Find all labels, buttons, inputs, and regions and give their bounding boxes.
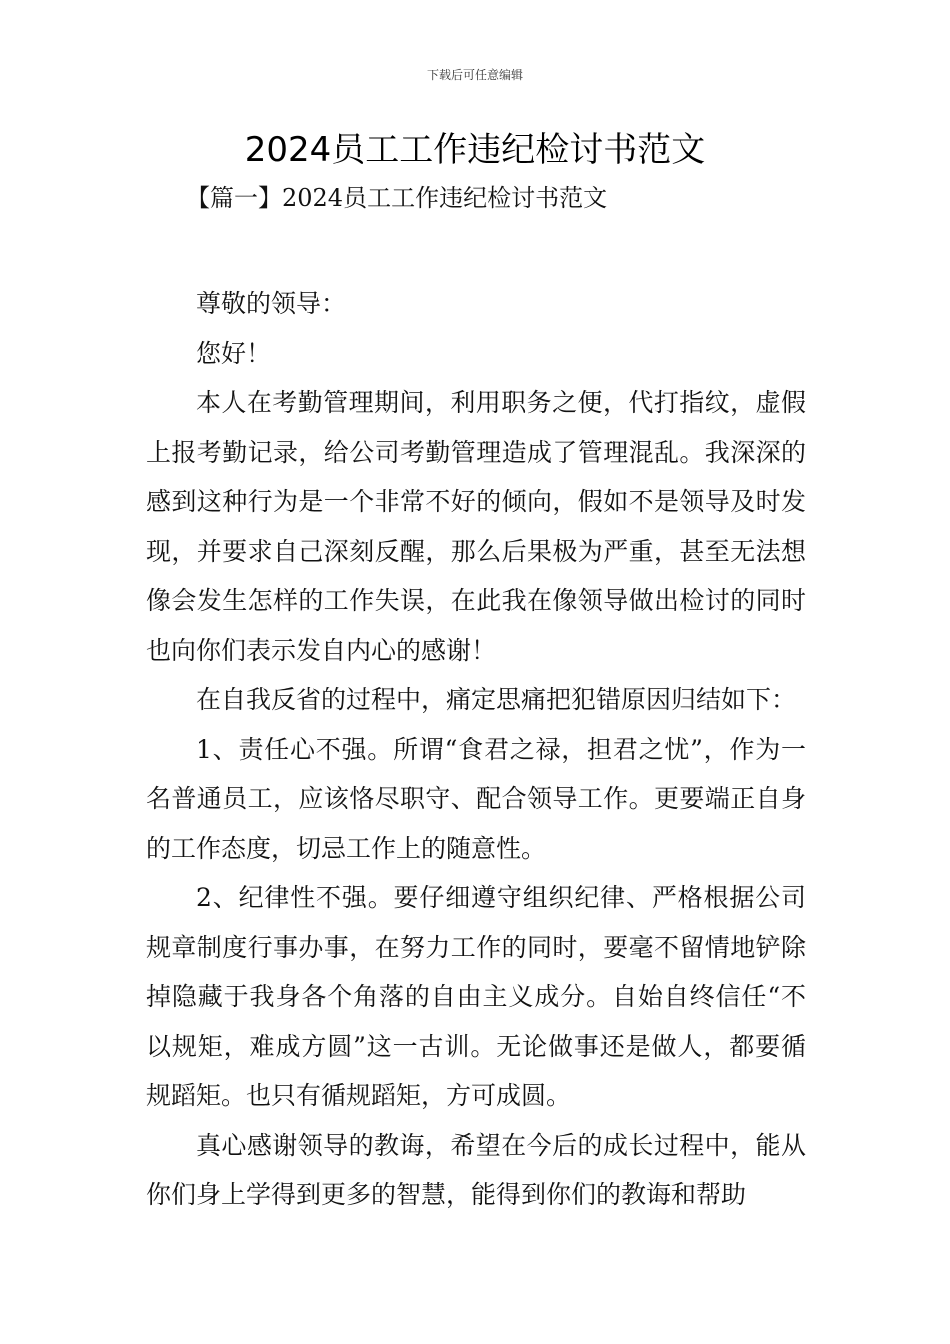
document-body — [146, 279, 806, 1220]
greeting: 您好！ — [196, 338, 272, 368]
header-note: 下载后可任意编辑 — [426, 68, 523, 82]
body-paragraph: 1、责任心不强。所谓“食君之禄，担君之忧”，作为一名普通员工，应该恪尽职守、配合领导工作。更要端正自身的工作态度，切忌工作上的随意性。 — [146, 734, 806, 863]
body-paragraph: 在自我反省的过程中，痛定思痛把犯错原因归结如下： — [196, 685, 797, 714]
salutation: 尊敬的领导： — [196, 289, 347, 318]
body-paragraph: 真心感谢领导的教诲，希望在今后的成长过程中，能从你们身上学得到更多的智慧，能得到你们的教诲和帮助 — [146, 1130, 806, 1209]
document-title: 2024员工工作违纪检讨书范文 — [244, 130, 706, 170]
section-subtitle: 【篇一】2024员工工作违纪检讨书范文 — [186, 184, 608, 212]
body-paragraph: 2、纪律性不强。要仔细遵守组织纪律、严格根据公司规章制度行事办事，在努力工作的同时，要毫不留情地铲除掉隐藏于我身各个角落的自由主义成分。自始自终信任“不以规矩，难成方圆”这一古训。无论做事还是做人，都要循规蹈矩。也只有循规蹈矩，方可成圆。 — [146, 883, 806, 1110]
body-paragraph: 本人在考勤管理期间，利用职务之便，代打指纹，虚假上报考勤记录，给公司考勤管理造成了管理混乱。我深深的感到这种行为是一个非常不好的倾向，假如不是领导及时发现，并要求自己深刻反醒，那么后果极为严重，甚至无法想像会发生怎样的工作失误，在此我在像领导做出检讨的同时也向你们表示发自内心的感谢！ — [146, 388, 806, 665]
